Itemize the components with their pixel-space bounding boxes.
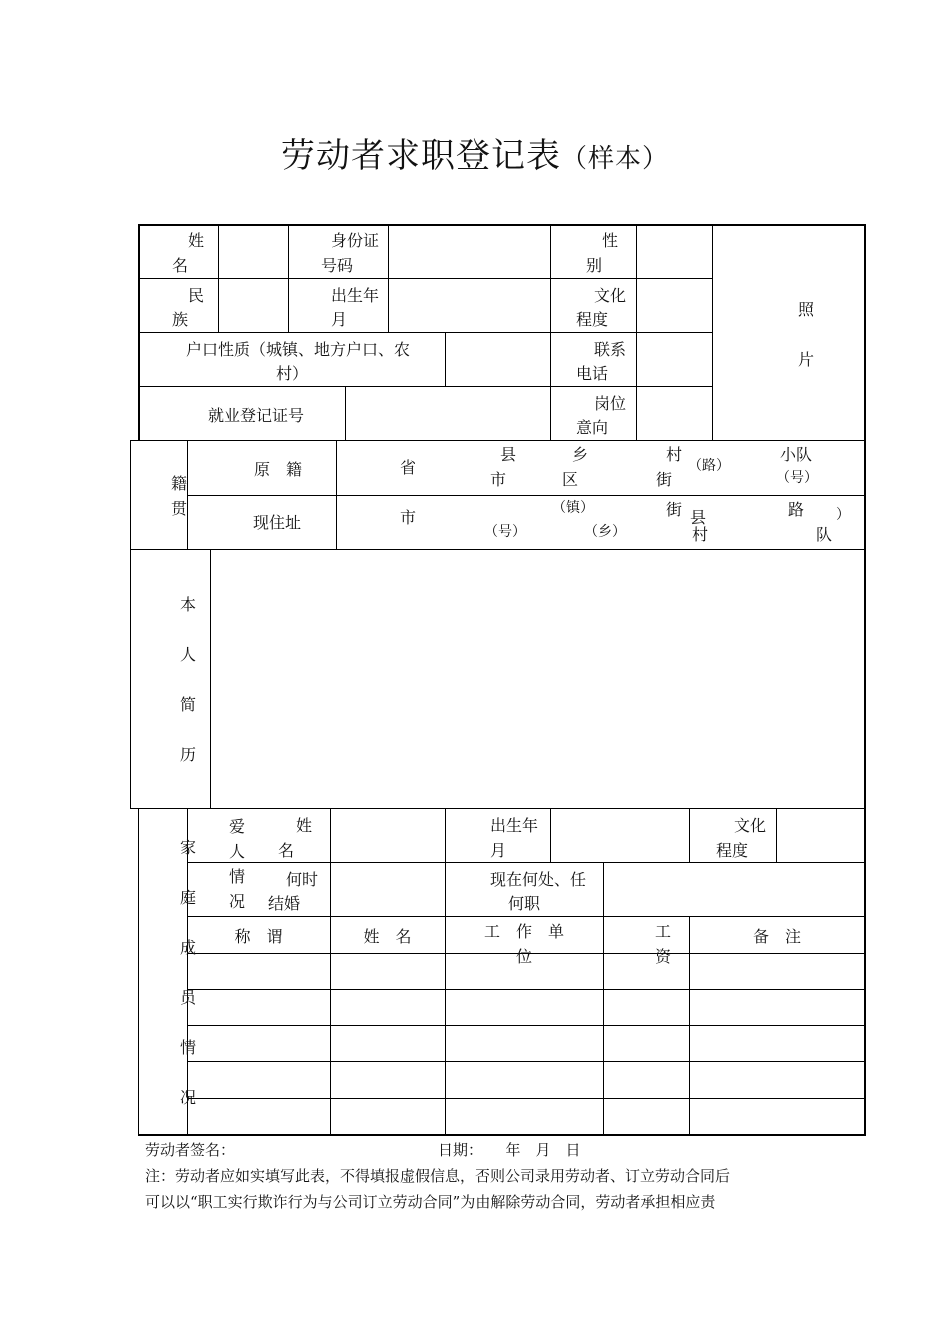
origin-shi: 市 — [490, 470, 507, 489]
married-label-2: 结婚 — [268, 894, 301, 913]
rule — [138, 808, 139, 1135]
rule — [187, 1025, 865, 1026]
rule — [330, 808, 331, 1134]
signature-label: 劳动者签名： — [145, 1141, 236, 1159]
rule — [130, 549, 865, 550]
married-label-1: 何时 — [286, 870, 319, 889]
rule — [130, 440, 865, 441]
current-dui: 队 — [816, 525, 833, 544]
family-char: 况 — [179, 1088, 196, 1107]
origin-label: 原 籍 — [254, 460, 303, 479]
current-shi: 市 — [400, 508, 417, 527]
header-workplace: 工 作 单 — [483, 922, 564, 941]
ethnic-label-2: 族 — [172, 310, 189, 329]
family-char: 庭 — [179, 888, 196, 907]
origin-qu: 区 — [562, 470, 579, 489]
photo-label-1: 照 — [798, 300, 815, 319]
note-line-1: 注：劳动者应如实填写此表，不得填报虚假信息，否则公司录用劳动者、订立劳动合同后 — [145, 1167, 731, 1185]
spouse-char: 况 — [228, 892, 245, 911]
hukou-label-2: 村） — [276, 364, 309, 383]
resume-label — [178, 580, 198, 780]
edu-label-1: 文化 — [594, 286, 627, 305]
header-cell — [187, 917, 330, 953]
origin-hao: （号） — [776, 470, 818, 486]
rule — [138, 224, 866, 226]
resume-char: 简 — [179, 695, 196, 714]
post-label-1: 岗位 — [594, 394, 627, 413]
current-job-label-1: 现在何处、任 — [490, 870, 587, 889]
name-label-2: 名 — [172, 256, 189, 275]
rule — [388, 224, 389, 332]
post-label-2: 意向 — [576, 418, 609, 437]
edu-label-2: 程度 — [576, 310, 609, 329]
header-cell — [689, 917, 865, 953]
spouse-label — [227, 814, 247, 914]
rule — [689, 808, 690, 862]
header-relation: 称 谓 — [234, 927, 283, 946]
spouse-char: 人 — [228, 842, 245, 861]
origin-sheng: 省 — [400, 458, 417, 477]
rule — [187, 495, 865, 496]
origin-xian: 县 — [500, 445, 517, 464]
header-cell — [330, 917, 445, 953]
spouse-char: 情 — [228, 867, 245, 886]
current-jie: 街 — [666, 500, 683, 519]
phone-label-1: 联系 — [594, 340, 627, 359]
rule — [187, 989, 865, 990]
photo-label-2: 片 — [798, 350, 815, 369]
phone-label-2: 电话 — [576, 364, 609, 383]
current-xian: 县 — [690, 508, 707, 527]
family-char: 情 — [179, 1038, 196, 1057]
rule — [712, 224, 713, 440]
spouse-name-label-2: 名 — [278, 841, 295, 860]
current-hao: （号） — [484, 524, 526, 540]
id-label-1: 身份证 — [331, 231, 380, 250]
family-char: 家 — [179, 838, 196, 857]
gender-label-2: 别 — [586, 256, 603, 275]
rule — [550, 224, 551, 440]
spouse-birth-label-1: 出生年 — [490, 816, 539, 835]
title-sub: （样本） — [560, 144, 669, 174]
origin-lu: （路） — [688, 458, 730, 474]
spouse-edu-label-2: 程度 — [716, 841, 749, 860]
spouse-birth-label-2: 月 — [490, 841, 507, 860]
rule — [445, 808, 446, 1134]
origin-xiang: 乡 — [572, 445, 589, 464]
header-name: 姓 名 — [363, 927, 412, 946]
title-main: 劳动者求职登记表 — [280, 136, 561, 176]
rule — [776, 808, 777, 862]
family-label — [178, 823, 198, 1123]
family-char: 成 — [179, 938, 196, 957]
origin-cun: 村 — [666, 445, 683, 464]
rule — [288, 224, 289, 332]
current-cun: 村 — [692, 525, 709, 544]
rule — [138, 332, 712, 333]
rule — [187, 1061, 865, 1062]
rule — [130, 808, 865, 809]
spouse-char: 爱 — [228, 817, 245, 836]
page-title — [0, 128, 950, 177]
rule — [864, 224, 866, 1135]
family-char: 员 — [179, 988, 196, 1007]
origin-jie: 街 — [656, 470, 673, 489]
name-label-1: 姓 — [188, 231, 205, 250]
rule — [187, 1098, 865, 1099]
note-line-2: 可以以“职工实行欺诈行为与公司订立劳动合同”为由解除劳动合同，劳动者承担相应责 — [145, 1193, 716, 1211]
current-lu: 路 — [788, 500, 805, 519]
origin-xiaodui: 小队 — [780, 445, 813, 464]
header-wage: 工 — [654, 922, 671, 941]
rule — [130, 440, 131, 808]
hukou-label-1: 户口性质（城镇、地方户口、农 — [186, 340, 411, 359]
spouse-name-label-1: 姓 — [296, 816, 313, 835]
rule — [210, 549, 211, 808]
native-label-2: 贯 — [171, 499, 188, 518]
header-wage-cut: 资 — [654, 947, 671, 966]
rule — [218, 224, 219, 332]
rule — [138, 278, 712, 279]
rule — [445, 332, 446, 386]
resume-char: 人 — [179, 645, 196, 664]
current-zhen: （镇） — [552, 500, 594, 516]
header-cell — [445, 917, 603, 966]
rule — [636, 224, 637, 440]
rule — [550, 808, 551, 862]
header-workplace-cut: 位 — [515, 947, 532, 966]
rule — [138, 386, 712, 387]
resume-char: 本 — [179, 595, 196, 614]
rule — [603, 862, 604, 1134]
resume-char: 历 — [179, 745, 196, 764]
birth-label-2: 月 — [331, 310, 348, 329]
employ-reg-label: 就业登记证号 — [208, 406, 305, 425]
current-label: 现住址 — [253, 513, 302, 532]
current-job-label-2: 何职 — [508, 894, 541, 913]
header-remarks: 备 注 — [752, 927, 801, 946]
header-cell — [603, 917, 689, 966]
id-label-2: 号码 — [321, 256, 354, 275]
rule — [138, 1134, 866, 1136]
date-label: 日期： 年 月 日 — [438, 1141, 581, 1159]
birth-label-1: 出生年 — [331, 286, 380, 305]
current-paren: ） — [836, 507, 850, 523]
rule — [345, 386, 346, 440]
gender-label-1: 性 — [602, 231, 619, 250]
spouse-edu-label-1: 文化 — [734, 816, 767, 835]
current-xiang: （乡） — [584, 524, 626, 540]
ethnic-label-1: 民 — [188, 286, 205, 305]
native-label-1: 籍 — [171, 474, 188, 493]
